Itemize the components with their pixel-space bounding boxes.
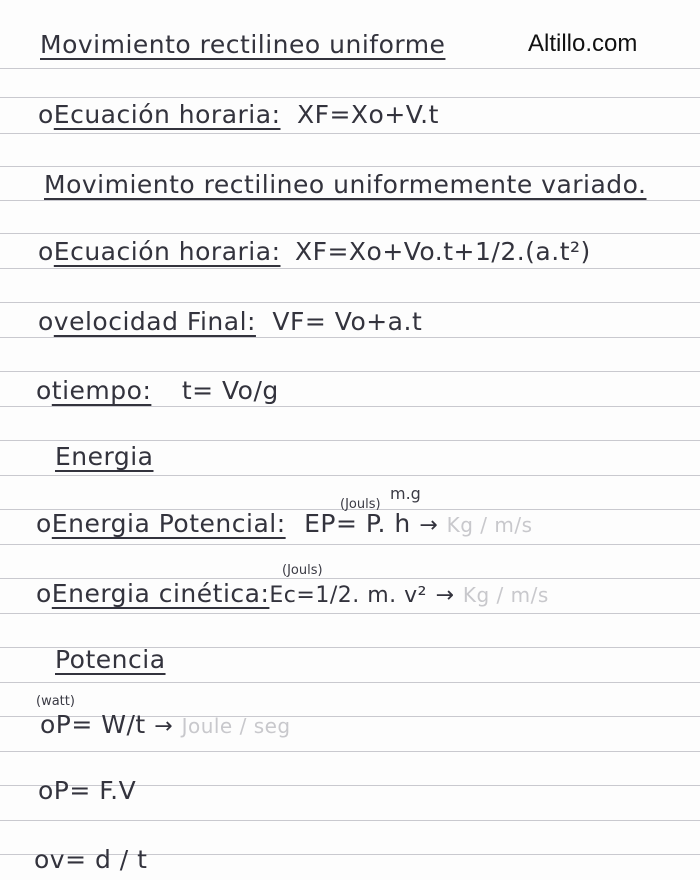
ruled-line [0, 371, 700, 372]
ruled-line [0, 440, 700, 441]
formula: VF= Vo+a.t [272, 307, 423, 336]
arrow-icon: → [435, 583, 455, 608]
ruled-line [0, 337, 700, 338]
ruled-line [0, 166, 700, 167]
unit: Joule / seg [181, 714, 291, 738]
ruled-line [0, 682, 700, 683]
label: Energia cinética: [51, 579, 270, 608]
arrow-icon: → [154, 714, 174, 739]
ruled-line [0, 475, 700, 476]
bullet: o [36, 376, 52, 405]
formula: v= d / t [49, 845, 148, 874]
label: Energia Potencial: [51, 509, 286, 538]
velocity-line [34, 845, 674, 874]
note-watt: (watt) [36, 694, 75, 709]
heading-text: Potencia [55, 645, 166, 674]
heading-energia [55, 442, 355, 471]
note-jouls: (Jouls) [340, 497, 381, 512]
bullet: o [34, 845, 50, 874]
bullet: o [38, 307, 54, 336]
ruled-line [0, 233, 700, 234]
note-mg: m.g [390, 484, 421, 503]
formula: XF=Xo+V.t [296, 100, 439, 129]
unit: Kg / m/s [462, 583, 549, 607]
formula: P= F.V [53, 776, 137, 805]
bullet: o [38, 237, 54, 266]
label: Ecuación horaria: [53, 100, 281, 129]
ruled-line [0, 68, 700, 69]
bullet: o [36, 509, 52, 538]
ruled-line [0, 268, 700, 269]
heading-mru [40, 30, 520, 59]
ruled-line [0, 406, 700, 407]
ruled-line [0, 133, 700, 134]
power-force-line [38, 776, 678, 805]
ruled-line [0, 200, 700, 201]
time-line [36, 376, 676, 405]
kinetic-energy-line [36, 579, 686, 608]
formula: EP= P. h [304, 509, 411, 538]
arrow-icon: → [419, 513, 439, 538]
heading-mruv [44, 170, 684, 199]
label: tiempo: [51, 376, 152, 405]
final-velocity-line [38, 307, 678, 336]
ruled-line [0, 820, 700, 821]
heading-text: Energia [55, 442, 154, 471]
potential-energy-line [36, 509, 686, 538]
ruled-line [0, 613, 700, 614]
brand-watermark: Altillo.com [528, 30, 638, 57]
power-line [40, 710, 680, 739]
ruled-line [0, 97, 700, 98]
heading-text: Movimiento rectilineo uniformemente variado. [44, 170, 647, 199]
formula: XF=Xo+Vo.t+1/2.(a.t²) [294, 237, 591, 266]
ruled-line [0, 302, 700, 303]
bullet: o [38, 776, 54, 805]
ruled-line [0, 544, 700, 545]
bullet: o [40, 710, 56, 739]
note-jouls: (Jouls) [282, 563, 323, 578]
bullet: o [36, 579, 52, 608]
mruv-equation-line [38, 237, 688, 266]
unit: Kg / m/s [446, 513, 533, 537]
bullet: o [38, 100, 54, 129]
label: velocidad Final: [53, 307, 256, 336]
ruled-line [0, 751, 700, 752]
formula: t= Vo/g [181, 376, 279, 405]
formula: P= W/t [55, 710, 146, 739]
mru-equation-line [38, 100, 678, 129]
heading-text: Movimiento rectilineo uniforme [40, 30, 446, 59]
heading-potencia [55, 645, 355, 674]
label: Ecuación horaria: [53, 237, 281, 266]
formula: Ec=1/2. m. v² [269, 583, 427, 608]
